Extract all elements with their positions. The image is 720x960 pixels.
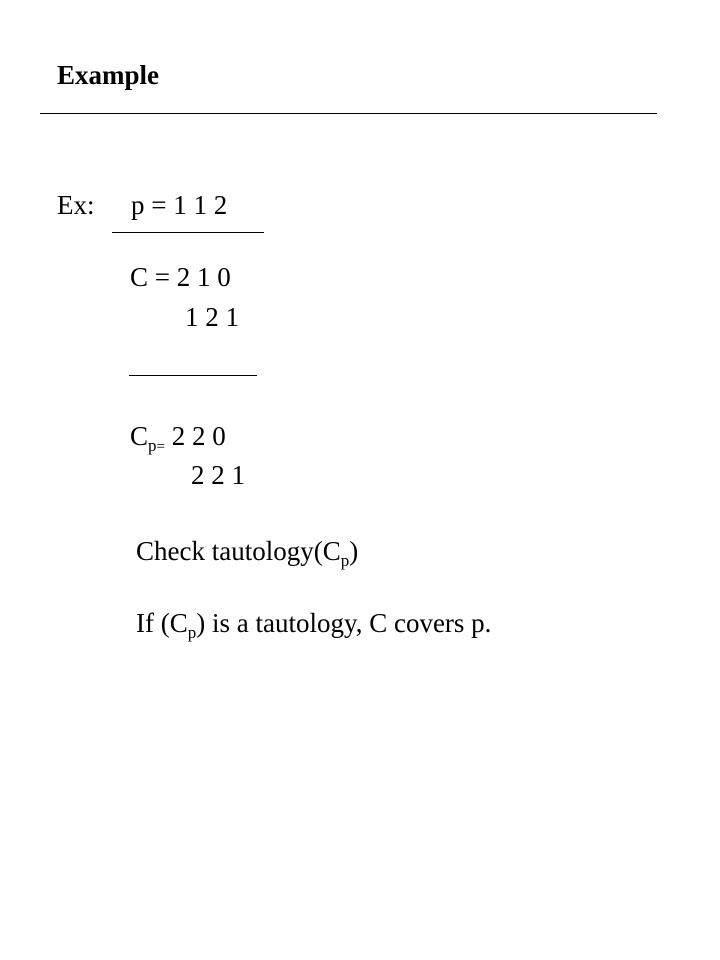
c-row-2: 1 2 1 xyxy=(185,302,239,332)
ex-label: Ex: xyxy=(57,190,95,220)
c-row-1: C = 2 1 0 xyxy=(130,262,231,292)
p-underline xyxy=(112,232,264,233)
conclusion-line xyxy=(136,608,492,642)
title-divider xyxy=(40,113,657,114)
cp-row-1-values: 2 2 0 xyxy=(171,421,226,451)
check-tautology-line xyxy=(136,536,359,570)
check-subscript: p xyxy=(340,551,350,570)
cp-row-2: 2 2 1 xyxy=(191,460,245,490)
cp-letter: C xyxy=(130,421,149,451)
p-definition: p = 1 1 2 xyxy=(131,190,228,220)
slide-title: Example xyxy=(57,60,160,90)
check-close: ) xyxy=(349,536,359,566)
cp-row-1 xyxy=(130,421,226,455)
conclusion-subscript: p xyxy=(187,623,197,642)
check-text: Check tautology(C xyxy=(136,536,341,566)
cp-subscript: p xyxy=(148,436,157,455)
conclusion-suffix: ) is a tautology, C covers p. xyxy=(196,608,492,638)
conclusion-prefix: If (C xyxy=(136,608,188,638)
cp-equals: = xyxy=(156,439,165,455)
c-divider xyxy=(129,375,257,376)
